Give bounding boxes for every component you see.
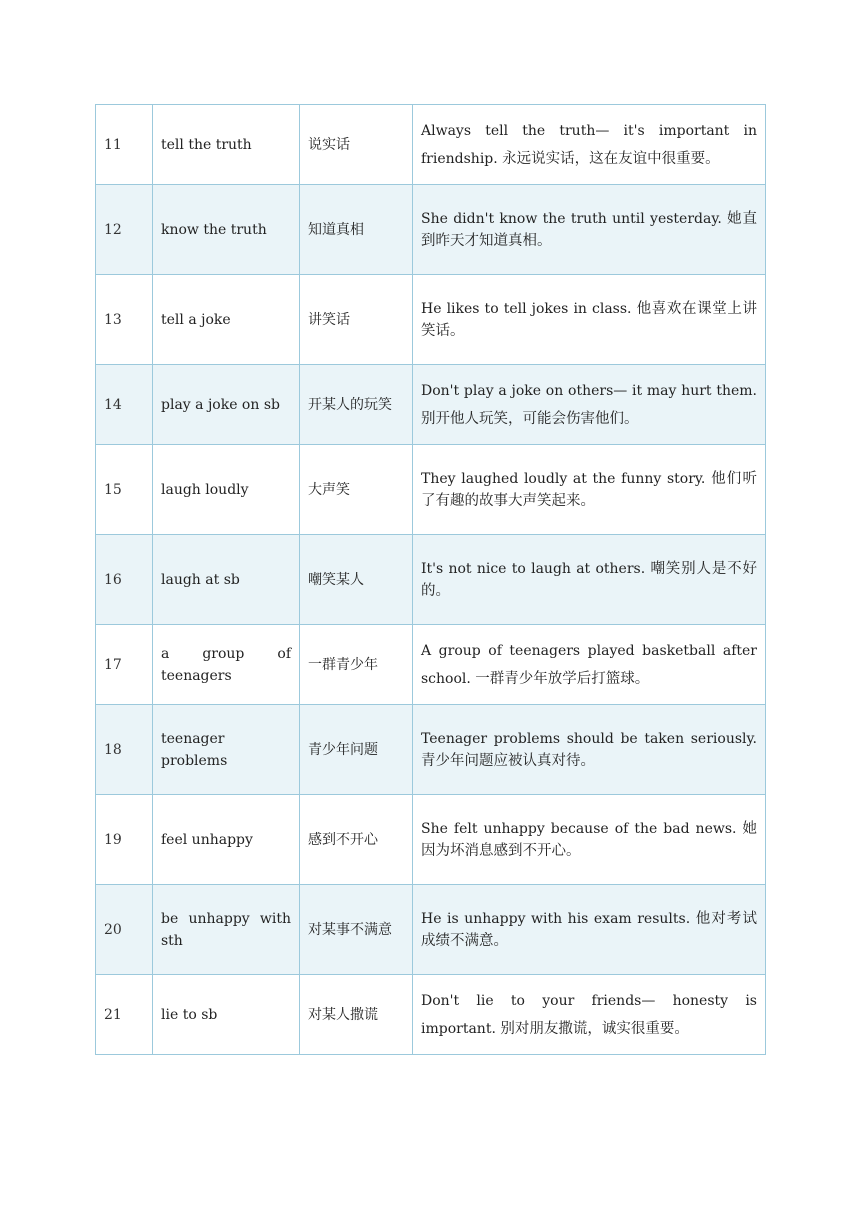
example-chinese: 青少年问题应被认真对待。 bbox=[421, 752, 595, 769]
example-english: Teenager problems should be taken seriously. bbox=[421, 730, 757, 747]
example-chinese: 她因为坏消息感到不开心。 bbox=[421, 820, 758, 859]
chinese-meaning: 感到不开心 bbox=[300, 795, 413, 885]
example-chinese: 他对考试成绩不满意。 bbox=[421, 910, 758, 949]
example-english: He is unhappy with his exam results. bbox=[421, 910, 691, 927]
example-english: A group of teenagers played basketball after school. bbox=[421, 642, 757, 687]
english-phrase: be unhappy with sth bbox=[153, 885, 300, 975]
example-chinese: 永远说实话，这在友谊中很重要。 bbox=[502, 150, 720, 167]
row-number: 15 bbox=[96, 445, 153, 535]
english-phrase: a group of teenagers bbox=[153, 625, 300, 705]
row-number: 20 bbox=[96, 885, 153, 975]
example-english: Always tell the truth— it's important in friendship. bbox=[421, 122, 757, 167]
example-sentence bbox=[413, 185, 766, 275]
example-sentence bbox=[413, 705, 766, 795]
english-phrase: know the truth bbox=[153, 185, 300, 275]
vocabulary-table bbox=[95, 104, 766, 1055]
example-english: She didn't know the truth until yesterday. bbox=[421, 210, 722, 227]
table-row bbox=[96, 185, 766, 275]
chinese-meaning: 讲笑话 bbox=[300, 275, 413, 365]
chinese-meaning: 嘲笑某人 bbox=[300, 535, 413, 625]
row-number: 13 bbox=[96, 275, 153, 365]
english-phrase: tell the truth bbox=[153, 105, 300, 185]
english-phrase: feel unhappy bbox=[153, 795, 300, 885]
english-phrase: laugh at sb bbox=[153, 535, 300, 625]
chinese-meaning: 青少年问题 bbox=[300, 705, 413, 795]
example-english: Don't lie to your friends— honesty is important. bbox=[421, 992, 757, 1037]
row-number: 19 bbox=[96, 795, 153, 885]
example-english: They laughed loudly at the funny story. bbox=[421, 470, 706, 487]
chinese-meaning: 对某事不满意 bbox=[300, 885, 413, 975]
example-sentence bbox=[413, 535, 766, 625]
chinese-meaning: 大声笑 bbox=[300, 445, 413, 535]
english-phrase: teenager problems bbox=[153, 705, 300, 795]
example-english: She felt unhappy because of the bad news. bbox=[421, 820, 737, 837]
table-row bbox=[96, 275, 766, 365]
example-english: He likes to tell jokes in class. bbox=[421, 300, 632, 317]
example-english: It's not nice to laugh at others. bbox=[421, 560, 646, 577]
table-row bbox=[96, 975, 766, 1055]
row-number: 16 bbox=[96, 535, 153, 625]
chinese-meaning: 说实话 bbox=[300, 105, 413, 185]
vocabulary-table-body bbox=[96, 105, 766, 1055]
example-chinese: 一群青少年放学后打篮球。 bbox=[475, 670, 650, 687]
english-phrase: lie to sb bbox=[153, 975, 300, 1055]
row-number: 18 bbox=[96, 705, 153, 795]
row-number: 14 bbox=[96, 365, 153, 445]
chinese-meaning: 知道真相 bbox=[300, 185, 413, 275]
table-row bbox=[96, 365, 766, 445]
table-row bbox=[96, 885, 766, 975]
example-chinese: 嘲笑别人是不好的。 bbox=[421, 560, 757, 599]
example-chinese: 别开他人玩笑，可能会伤害他们。 bbox=[421, 410, 639, 427]
example-chinese: 她直到昨天才知道真相。 bbox=[421, 210, 758, 249]
table-row bbox=[96, 795, 766, 885]
chinese-meaning: 一群青少年 bbox=[300, 625, 413, 705]
chinese-meaning: 对某人撒谎 bbox=[300, 975, 413, 1055]
example-chinese: 别对朋友撒谎，诚实很重要。 bbox=[500, 1020, 689, 1037]
table-row bbox=[96, 705, 766, 795]
example-sentence bbox=[413, 885, 766, 975]
example-sentence bbox=[413, 625, 766, 705]
example-sentence bbox=[413, 365, 766, 445]
chinese-meaning: 开某人的玩笑 bbox=[300, 365, 413, 445]
example-sentence bbox=[413, 445, 766, 535]
table-row bbox=[96, 445, 766, 535]
english-phrase: play a joke on sb bbox=[153, 365, 300, 445]
table-row bbox=[96, 625, 766, 705]
english-phrase: tell a joke bbox=[153, 275, 300, 365]
example-sentence bbox=[413, 275, 766, 365]
example-sentence bbox=[413, 975, 766, 1055]
row-number: 21 bbox=[96, 975, 153, 1055]
row-number: 11 bbox=[96, 105, 153, 185]
example-sentence bbox=[413, 795, 766, 885]
table-row bbox=[96, 535, 766, 625]
example-chinese: 他们听了有趣的故事大声笑起来。 bbox=[421, 470, 758, 509]
example-english: Don't play a joke on others— it may hurt them. bbox=[421, 382, 757, 399]
english-phrase: laugh loudly bbox=[153, 445, 300, 535]
example-sentence bbox=[413, 105, 766, 185]
table-row bbox=[96, 105, 766, 185]
row-number: 17 bbox=[96, 625, 153, 705]
row-number: 12 bbox=[96, 185, 153, 275]
example-chinese: 他喜欢在课堂上讲笑话。 bbox=[421, 300, 758, 339]
